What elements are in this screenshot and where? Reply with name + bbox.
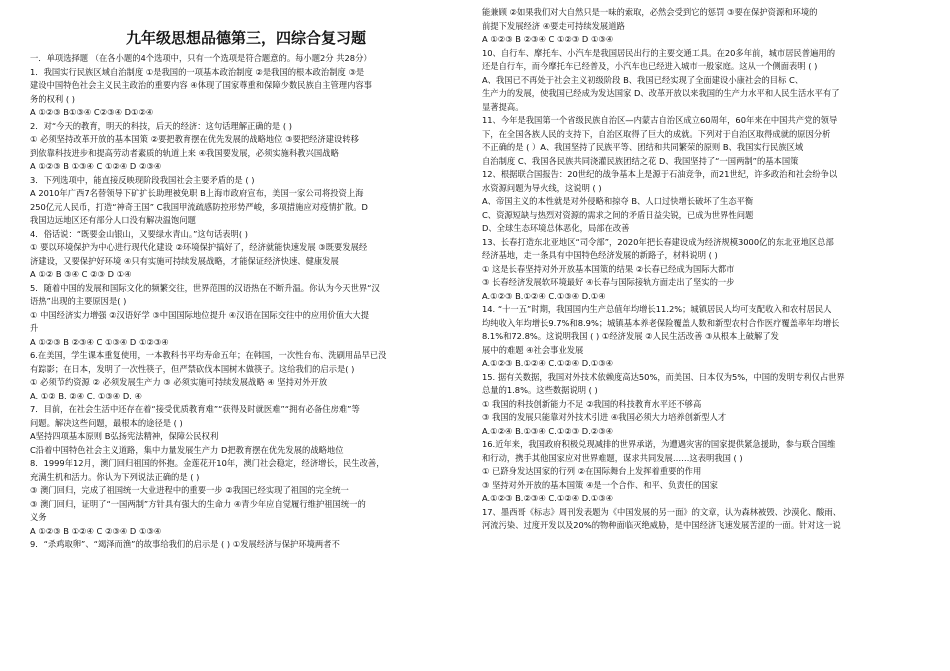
text-line: C沿着中国特色社会主义道路，集中力量发展生产力 D把教育摆在优先发展的战略地位 [30,444,344,455]
text-line: 能兼顾 ②如果我们对大自然只是一味的索取，必然会受到它的惩罚 ③要在保护资源和环境的 [482,7,818,17]
text-line: 2．对“今天的教育，明天的科技，后天的经济：这句话理解正确的是 ( ) [30,120,292,131]
right-text-block [482,6,914,533]
text-line: D、全球生态环境总体恶化，局部在改善 [482,223,630,233]
left-column [30,0,462,552]
text-line: ① 已跻身发达国家的行列 ②在国际舞台上发挥着重要的作用 [482,466,702,476]
text-line: 生产力的发展，使我国已经成为发达国家 D、改革开放以来我国的生产力水平和人民生活水平有了 [482,88,840,98]
text-line: 11、今年是我国第一个省级民族自治区—内蒙古自治区成立60周年，60年来在中国共产党的领导 [482,115,838,125]
text-line: ③ 澳门回归，完成了祖国统一大业进程中的重要一步 ②我国已经实现了祖国的完全统一 [30,485,349,495]
text-line: A坚持四项基本原则 B弘扬宪法精神，保障公民权利 [30,431,219,441]
text-line: 前提下发展经济 ④要走可持续发展道路 [482,20,625,31]
text-line: 和行动，携手其他国家应对世界难题，谋求共同发展……这表明我国 ( ) [482,452,743,463]
text-line: ① 这是长春坚持对外开放基本国策的结果 ②长春已经成为国际大都市 [482,263,735,274]
text-line: 义务 [30,512,47,522]
text-line: ③ 澳门回归，证明了“一国两制”方针具有强大的生命力 ④青少年应自觉履行维护祖国统一的 [30,498,366,509]
text-line: 有踪影；在日本，发明了一次性筷子，但严禁砍伐本国树木做筷子。这给我们的启示是( ) [30,363,355,374]
text-line: 升 [30,323,39,333]
text-line: 5．随着中国的发展和国际文化的频繁交往，世界范围的汉语热在不断升温。你认为今天世界“汉 [30,282,380,293]
text-line: 12、根据联合国报告：20世纪的战争基本上是源于石油竞争，而21世纪，许多政治和社会纷争以 [482,169,838,179]
text-line: A ①②③ B ②③④ C ①③④ D ①②③④ [30,336,169,347]
text-line: A ①② B ③④ C ②③ D ①④ [30,269,132,279]
right-column [482,0,914,533]
text-line: 8.1%和72.8%。这说明我国 ( ) ①经济发展 ②人民生活改善 ③从根本上破解了发 [482,331,779,341]
text-line: A、我国已不再处于社会主义初级阶段 B、我国已经实现了全面建设小康社会的目标 C、 [482,74,804,85]
text-line: A、帝国主义的本性就是对外侵略和掠夺 B、人口过快增长破坏了生态平衡 [482,196,754,206]
text-line: A.①②④ B.①③④ C.①②③ D.②③④ [482,425,614,436]
text-line: 10、自行车、摩托车、小汽车是我国居民出行的主要交通工具。在20多年前，城市居民普遍用的 [482,47,835,58]
text-line: A ①②③ B ①③④ C ①②④ D ②③④ [30,161,162,171]
text-line: 3．下列选项中，能直接反映现阶段我国社会主要矛盾的是 ( ) [30,174,255,185]
text-line: ① 必须坚持改革开放的基本国策 ②要把教育摆在优先发展的战略地位 ③要把经济建设转移 [30,134,359,144]
text-line: 问题。解决这些问题，最根本的途径是 ( ) [30,417,183,428]
text-line: 显著提高。 [482,101,524,112]
text-line: 务的权利 ( ) [30,93,75,104]
text-line: ③ 长春经济发展软环境最好 ④长春与国际接轨方面走出了坚实的一步 [482,277,735,287]
text-line: ① 必须节约资源 ② 必须发展生产力 ③ 必须实施可持续发展战略 ④ 坚持对外开放 [30,377,328,387]
text-line: 13、长春打造东北亚地区“司令部”，2020年把长春建设成为经济规模3000亿的东北亚地区总部 [482,236,834,247]
text-line: 充满生机和活力。你认为下列说法正确的是 ( ) [30,471,200,482]
text-line: 17、墨西哥《标志》周刊发表题为《中国发展的另一面》的文章，认为森林被毁、沙漠化、酸雨、 [482,506,842,517]
text-line: 8．1999年12月，澳门回归祖国的怀抱。金莲花开10年，澳门社会稳定，经济增长，民生改善， [30,458,385,468]
text-line: 到依靠科技进步和提高劳动者素质的轨道上来 ④我国要发展，必须实施科教兴国战略 [30,147,339,158]
text-line: A ①②③ B ①②④ C ②③④ D ①③④ [30,525,162,536]
text-line: A 2010年广西7名替领导下矿扩长助理被免职 B上海市政府宣布，美国一家公司将投资上海 [30,188,364,198]
text-line: 总量的1.8%。这些数据说明 ( ) [482,385,598,395]
text-line: 河流污染、过度开发以及20%的物种面临灭绝威胁，是中国经济飞速发展苦涩的一面。针对这一说 [482,520,841,530]
text-line: 7．目前，在社会生活中还存在着“接受优质教育难”“获得及时就医难”“拥有必备住房难”等 [30,404,360,414]
text-line: 自治制度 C、我国各民族共同浇灌民族团结之花 D、我国坚持了“一国两制”的基本国策 [482,155,799,166]
text-line: ③ 我国的发展只能靠对外技术引进 ④我国必须大力培养创新型人才 [482,412,727,422]
text-line: 15. 据有关数据，我国对外技术依赖度高达50%，而美国、日本仅为5%，中国的发明专利仅占世界 [482,371,845,382]
text-line: 250亿元人民币，打造“神奇王国” C我国甲流疏感防控形势严峻，多项措施应对疫情扩散。D [30,201,368,212]
text-line: 还是自行车，而今摩托车已经普及，小汽车也已经进入城市一般家庭。这从一个侧面表明 ( ) [482,61,818,71]
text-line: 济建设，又要保护好环境 ④只有实施可持续发展战略，才能保证经济快速、健康发展 [30,255,339,266]
text-line: 16.近年来，我国政府积极兑现减排的世界承诺，为遭遇灾害的国家提供紧急援助，参与联合国维 [482,439,836,449]
page-title: 九年级思想品德第三，四综合复习题 [125,29,366,47]
text-line: A ①②③ B①③④ C②③④ D①②④ [30,107,154,117]
text-line: ③ 坚持对外开放的基本国策 ④是一个合作、和平、负责任的国家 [482,479,718,490]
text-line: 下，在全国各族人民的支持下，自治区取得了巨大的成就。下列对于自治区取得成就的原因分析 [482,128,831,139]
text-line: A.①②③ B.①②④ C.①②④ D.①③④ [482,358,614,368]
text-line: 4．俗话说：“既要金山银山，又要绿水青山。”这句话表明( ) [30,228,248,239]
text-line: 6.在美国，学生课本重复使用，一本教科书平均寿命五年；在韩国，一次性台布、洗刷用品早已没 [30,350,387,360]
text-line: 水资源问题为导火线，这说明 ( ) [482,182,602,193]
text-line: 建设中国特色社会主义民主政治的重要内容 ④体现了国家尊重和保障少数民族自主管理内容事 [30,80,372,90]
text-line: 9．“杀鸡取卵”、“竭泽而渔”的故事给我们的启示是 ( ) ①发展经济与保护环境两者不 [30,539,340,549]
text-line: 我国边远地区还有部分人口没有解决温饱问题 [30,215,196,225]
text-line: 经济基地，走一条具有中国特色经济发展的新路子，材料说明 ( ) [482,250,718,260]
text-line: 不正确的是 ( ）A、我国坚持了民族平等、团结和共同繁荣的原则 B、我国实行民族区域 [482,142,804,152]
text-line: A.①②③ B.②③④ C.①②④ D.①③④ [482,493,614,503]
text-line: 一．单项选择题 （在各小题的4个选项中，只有一个选项是符合题意的。每小题2分 共28分） [30,53,372,63]
text-line: 语热”出现的主要原因是( ) [30,296,127,306]
text-line: C、资源短缺与热烈对资源的需求之间的矛盾日益尖锐，已成为世界性问题 [482,209,754,220]
text-line: A.①②③ B.①②④ C.①③④ D.①④ [482,290,606,301]
left-text-block [30,52,462,552]
text-line: A. ①② B. ②④ C. ①③④ D. ④ [30,390,142,401]
text-line: 1．我国实行民族区域自治制度 ①是我国的一项基本政治制度 ②是我国的根本政治制度 ③是 [30,66,365,77]
text-line: ① 我国的科技创新能力不足 ②我国的科技教育水平还不够高 [482,398,702,409]
text-line: A ①②③ B ②③④ C ①②③ D ①③④ [482,34,614,44]
text-line: ① 中国经济实力增强 ②汉语好学 ③中国国际地位提升 ④汉语在国际交往中的应用价值大大提 [30,309,369,320]
text-line: 均纯收入年均增长9.7%和8.9%；城镇基本养老保险覆盖人数和新型农村合作医疗覆盖率年均增长 [482,317,840,328]
text-line: 14. “十一五”时期，我国国内生产总值年均增长11.2%；城镇居民人均可支配收入和农村居民人 [482,304,832,314]
text-line: 展中的难题 ④社会事业发展 [482,344,584,355]
text-line: ① 要以环境保护为中心进行现代化建设 ②环境保护搞好了，经济就能快速发展 ③既要发展经 [30,242,368,252]
